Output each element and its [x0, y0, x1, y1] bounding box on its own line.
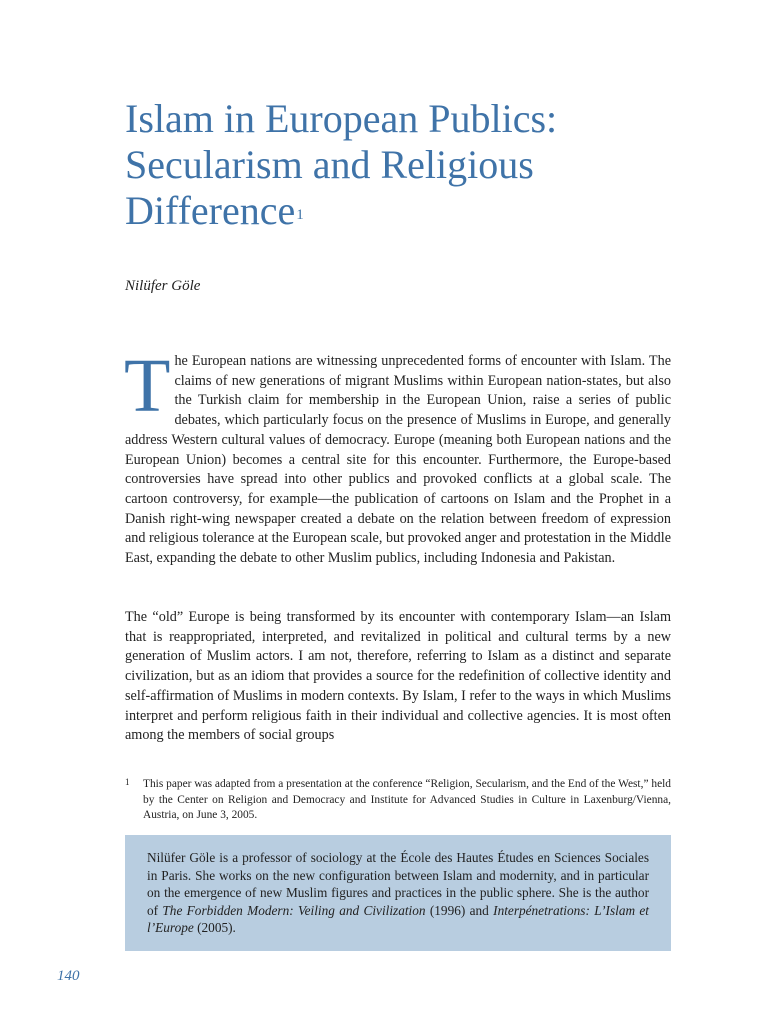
bio-book-1: The Forbidden Modern: Veiling and Civilization: [162, 902, 426, 918]
title-line-3: [125, 188, 725, 234]
author-bio-box: [125, 835, 671, 951]
title-line-3-text: Difference: [125, 188, 296, 233]
title-line-2: Secularism and Religious: [125, 142, 534, 187]
drop-cap: T: [124, 344, 171, 428]
title-line-1: Islam in European Publics:: [125, 96, 558, 141]
page-number: 140: [57, 968, 80, 984]
footnote-text: This paper was adapted from a presentation at the conference “Religion, Secularism, and the End of the West,” held by the Center on Religion and Democracy and Institute for Advanced Studies in Culture in Laxenburg/Vienna, Austria, on June 3, 2005.: [143, 778, 671, 821]
bio-text-a: Nilüfer Göle is a professor of sociology at the École des Hautes Études en Sciences Sociales in Paris. She works on the new configuration between Islam and modernity, and in particular on the emergence of new Muslim figures and practices in the public sphere. She is the author of: [147, 850, 649, 918]
bio-book-2: Interpénetrations: L’Islam et l’Europe: [147, 902, 650, 936]
bio-text-c: (2005).: [193, 920, 236, 936]
author-name: Nilüfer Göle: [125, 278, 201, 294]
footnote: [125, 777, 671, 824]
paragraph-2: The “old” Europe is being transformed by its encounter with contemporary Islam—an Islam that is reappropriated, interpreted, and revitalized in political and cultural terms by a new generation of Muslim actors. I am not, therefore, referring to Islam as a distinct and separate civilization, but as an idiom that provides a source for the redefinition of collective identity and self-affirmation of Muslims in modern contexts. By Islam, I refer to the ways in which Muslims interpret and perform religious faith in their individual and collective agencies. It is most often among the members of social groups: [125, 609, 671, 744]
footnote-mark: 1: [125, 777, 130, 787]
paragraph-1-text: he European nations are witnessing unprecedented forms of encounter with Islam. The claims of new generations of migrant Muslims within European nation-states, but also the Turkish claim for membership in the European Union, raise a series of public debates, which particularly focus on the presence of Muslims in Europe, and generally address Western cultural values of democracy. Europe (meaning both European nations and the European Union) becomes a central site for this encounter. Furthermore, the Europe-based controversies have spread into other publics and provoked conflicts at a global scale. The cartoon controversy, for example—the publication of cartoons on Islam and the Prophet in a Danish right-wing newspaper created a debate on the relation between freedom of expression and religious tolerance at the European scale, but provoked anger and protestation in the Middle East, expanding the debate to other Muslim publics, including Indonesia and Pakistan.: [125, 353, 671, 567]
paragraph-1: [124, 344, 671, 569]
bio-text-b: (1996) and: [425, 902, 494, 918]
title-footnote-ref[interactable]: 1: [296, 207, 304, 223]
article-title: [125, 96, 725, 234]
